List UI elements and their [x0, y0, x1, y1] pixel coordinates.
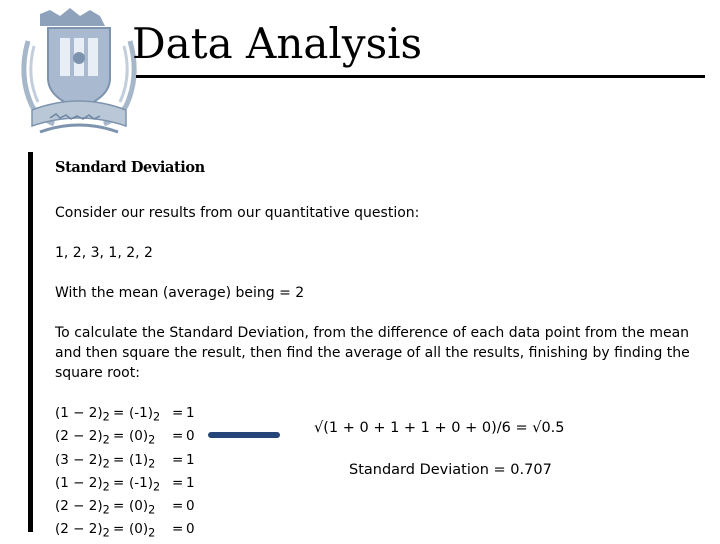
difference-expression: $(2 - 2)_2$ [55, 521, 110, 541]
slide-title: Data Analysis [132, 19, 423, 68]
section-heading: Standard Deviation [55, 159, 205, 176]
standard-deviation-formula: √(1 + 0 + 1 + 1 + 0 + 0)/6 = √0.5 [314, 420, 565, 436]
squared-term: $(0)_2$ [129, 428, 156, 447]
left-accent-bar [28, 152, 33, 532]
squared-differences-list [55, 404, 195, 544]
slide-content [55, 155, 695, 381]
paragraph-results: 1, 2, 3, 1, 2, 2 [55, 245, 153, 261]
standard-deviation-result: Standard Deviation = 0.707 [349, 462, 552, 478]
difference-expression: $(2 - 2)_2$ [55, 428, 110, 447]
equation-row: $(2 - 2)_2 = (0)_2 = 0$ [55, 427, 195, 450]
title-underline [136, 75, 705, 78]
squared-value: 0 [186, 498, 195, 515]
difference-expression: $(1 - 2)_2$ [55, 405, 110, 424]
paragraph-intro: Consider our results from our quantitative question: [55, 205, 420, 221]
university-crest-logo [10, 6, 147, 146]
difference-expression: $(3 - 2)_2$ [55, 451, 110, 471]
equation-row: $(2 - 2)_2 = (0)_2 = 0$ [55, 497, 195, 520]
squared-term: $(-1)_2$ [129, 405, 161, 424]
squared-term: $(0)_2$ [129, 498, 156, 517]
squared-value: 1 [186, 405, 195, 421]
squared-value: 1 [186, 474, 195, 491]
squared-value: 1 [186, 451, 195, 468]
squared-term: $(1)_2$ [129, 451, 156, 471]
squared-value: 0 [186, 428, 195, 445]
paragraph-mean: With the mean (average) being = 2 [55, 285, 305, 301]
difference-expression: $(1 - 2)_2$ [55, 474, 110, 494]
connector-line [208, 432, 280, 438]
equation-row: $(2 - 2)_2 = (0)_2 = 0$ [55, 520, 195, 543]
squared-term: $(-1)_2$ [129, 474, 161, 494]
equation-row: $(1 - 2)_2 = (-1)_2 = 1$ [55, 474, 195, 497]
squared-value: 0 [186, 521, 195, 538]
equation-row: $(3 - 2)_2 = (1)_2 = 1$ [55, 451, 195, 474]
squared-term: $(0)_2$ [129, 521, 156, 541]
paragraph-method: To calculate the Standard Deviation, from the difference of each data point from the mean and then square the result, then find the average of all the results, finishing by finding the square root: [55, 325, 690, 381]
difference-expression: $(2 - 2)_2$ [55, 498, 110, 517]
equation-row: $(1 - 2)_2 = (-1)_2 = 1$ [55, 404, 195, 427]
